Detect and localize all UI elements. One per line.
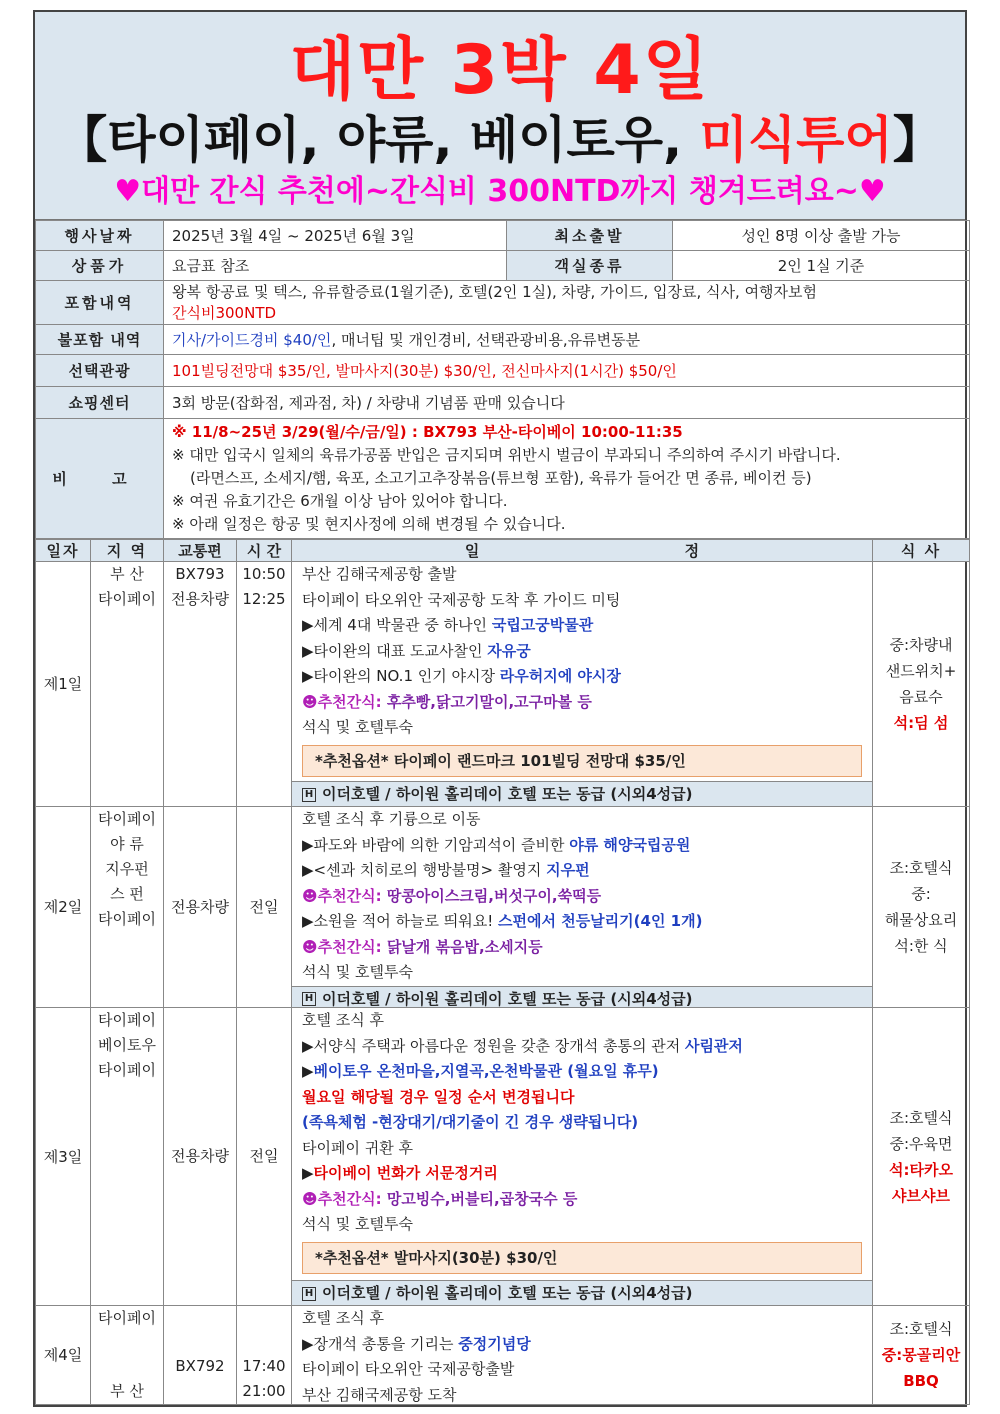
region: 부 산: [110, 1382, 144, 1400]
itinerary-text: ▶<센과 치히로의 행방불명> 촬영지: [302, 861, 547, 879]
day-label: 제2일: [36, 807, 91, 1008]
schedule-table: [35, 539, 970, 1405]
itinerary-text: ☻추천간식:: [302, 692, 387, 711]
excl-label: 불포함 내역: [36, 325, 164, 355]
hotel-line: [292, 1280, 872, 1305]
hotel-name: 이더호텔 / 하이원 홀리데이 호텔 또는 동급 (시외4성급): [322, 785, 693, 803]
meal: 샤브샤브: [892, 1186, 950, 1205]
time-cell: [237, 1306, 292, 1405]
itinerary-line: [292, 562, 872, 588]
region: 야 류: [110, 835, 144, 853]
itinerary-text: 사림관저: [684, 1036, 743, 1055]
region: 베이토우: [98, 1036, 156, 1054]
itinerary-text: ▶: [302, 1062, 314, 1080]
itinerary-line: [292, 1332, 872, 1358]
dates-label: 행사날짜: [36, 221, 164, 251]
itinerary-text: 망고빙수,버블티,곱창국수 등: [386, 1189, 578, 1208]
meal: 석:타카오: [889, 1160, 953, 1179]
itinerary-text: 야류 해양국립공원: [569, 835, 691, 854]
region: 타이페이: [98, 590, 156, 608]
main-title: 대만 3박 4일: [289, 31, 711, 110]
transport-cell: [164, 562, 237, 807]
meal: 중:차량내: [889, 636, 953, 654]
incl-value: [164, 281, 970, 325]
itinerary-line: [292, 1085, 872, 1111]
itinerary-text: 닭날개 볶음밥,소세지등: [386, 937, 543, 956]
itinerary-cell: [292, 1008, 873, 1306]
remarks-label: 비 고: [36, 419, 164, 539]
itinerary-line: [292, 960, 872, 986]
day-row: [36, 1008, 970, 1306]
tagline: ♥대만 간식 추천에~간식비 300NTD까지 챙겨드려요~♥: [114, 174, 886, 209]
remark-meat-examples: (라면스프, 소세지/햄, 육포, 소고기고추장볶음(튜브형 포함), 육류가 들어간 면 종류, 베이컨 등): [190, 469, 812, 487]
itinerary-line: [292, 1059, 872, 1085]
itinerary-line: [292, 690, 872, 716]
itinerary-text: 부산 김해국제공항 도착: [302, 1385, 457, 1404]
itinerary-text: ☻추천간식:: [302, 1189, 387, 1208]
itinerary-text: 타이페이 귀환 후: [302, 1138, 413, 1157]
region-cell: [91, 1008, 164, 1306]
subtitle: [35, 108, 965, 172]
transport: 전용차량: [171, 590, 229, 608]
subtitle-main: 【타이페이, 야류, 베이토우,: [57, 111, 700, 169]
itinerary-text: 후추빵,닭고기말이,고구마볼 등: [386, 692, 592, 711]
transport-cell: [164, 1008, 237, 1306]
region: 타이페이: [98, 1061, 156, 1079]
transport-cell: [164, 807, 237, 1008]
remark-flight: ※ 11/8~25년 3/29(월/수/금/일) : BX793 부산-타이베이 10:00-11:35: [172, 423, 683, 441]
itinerary-line: [292, 909, 872, 935]
itinerary-text: 호텔 조식 후 기륭으로 이동: [302, 810, 481, 828]
itinerary-line: [292, 1187, 872, 1213]
itinerary-text: 자유궁: [487, 641, 531, 660]
meal: 샌드위치+: [885, 662, 957, 680]
itinerary-text: ▶파도와 바람에 의한 기암괴석이 즐비한: [302, 835, 570, 854]
remark-schedule-change: ※ 아래 일정은 항공 및 현지사정에 의해 변경될 수 있습니다.: [172, 515, 566, 533]
itinerary-text: ▶세계 4대 박물관 중 하나인: [302, 616, 492, 634]
price-label: 상품가: [36, 251, 164, 281]
meal: 석:딤 섬: [893, 714, 949, 732]
time: 전일: [249, 897, 279, 916]
itinerary-text: 석식 및 호텔투숙: [302, 963, 413, 981]
excl-accent: 기사/가이드경비 $40/인: [172, 330, 332, 349]
itinerary-text: 베이토우 온천마을,지열곡,온천박물관 (월요일 휴무): [313, 1062, 659, 1080]
meal-cell: [873, 1008, 970, 1306]
incl-line1: 왕복 항공료 및 텍스, 유류할증료(1월기준), 호텔(2인 1실), 차량, 가이드, 입장료, 식사, 여행자보험: [172, 282, 818, 301]
region: 지우펀: [105, 860, 149, 878]
room-value: 2인 1실 기준: [673, 251, 970, 281]
subtitle-accent: 미식투어: [699, 111, 893, 169]
col-meal: 식 사: [873, 540, 970, 562]
itinerary-text: 스펀에서 천등날리기(4인 1개): [498, 912, 703, 930]
itinerary-text: 부산 김해국제공항 출발: [302, 565, 457, 583]
incl-line2: 간식비300NTD: [172, 303, 277, 322]
remark-meat-ban: ※ 대만 입국시 일체의 육류가공품 반입은 금지되며 위반시 벌금이 부과되니 주의하여 주시기 바랍니다.: [172, 446, 841, 464]
itinerary-text: 땅콩아이스크림,버섯구이,쑥떡등: [386, 886, 602, 905]
itinerary-line: [292, 935, 872, 961]
hotel-name: 이더호텔 / 하이원 홀리데이 호텔 또는 동급 (시외4성급): [322, 989, 693, 1008]
itinerary-text: 타이페이 타오위안 국제공항출발: [302, 1360, 515, 1378]
itinerary-text: ☻추천간식:: [302, 937, 387, 956]
itinerary-text: (족욕체험 -현장대기/대기줄이 긴 경우 생략됩니다): [302, 1113, 639, 1131]
itinerary-text: ▶장개석 총통을 기리는: [302, 1334, 459, 1353]
opt-value: 101빌딩전망대 $35/인, 발마사지(30분) $30/인, 전신마사지(1시간) $50/인: [164, 355, 970, 387]
itinerary-line: [292, 1110, 872, 1136]
itinerary-text: 국립고궁박물관: [491, 616, 594, 634]
region-cell: [91, 562, 164, 807]
col-region: 지 역: [91, 540, 164, 562]
itinerary-line: [292, 639, 872, 665]
time: 12:25: [242, 590, 286, 608]
itinerary-line: [292, 1383, 872, 1405]
meal: 조:호텔식: [889, 1320, 953, 1338]
itinerary-line: [292, 833, 872, 859]
region: 부 산: [110, 565, 144, 583]
transport: BX792: [175, 1357, 225, 1375]
meal: 조:호텔식: [889, 1108, 953, 1127]
col-time: 시 간: [237, 540, 292, 562]
meal: 중:우육면: [889, 1134, 953, 1153]
transport: 전용차량: [171, 1147, 229, 1165]
itinerary-line: [292, 858, 872, 884]
transport: BX793: [175, 565, 225, 583]
itinerary-line: [292, 1212, 872, 1238]
day-label: 제3일: [36, 1008, 91, 1306]
day-label: 제4일: [36, 1306, 91, 1405]
hotel-line: [292, 986, 872, 1008]
itinerary-line: [292, 807, 872, 833]
itinerary-line: [292, 1136, 872, 1162]
time: 17:40: [242, 1357, 286, 1375]
itinerary-text: 타이베이 번화가 서문정거리: [313, 1164, 498, 1182]
day-row: [36, 562, 970, 807]
itinerary-text: ▶서양식 주택과 아름다운 정원을 갖춘 장개석 총통의 관저: [302, 1036, 685, 1055]
meal: 조:호텔식: [889, 859, 953, 877]
itinerary-text: 중정기념당: [458, 1334, 531, 1353]
region-cell: [91, 1306, 164, 1405]
region: 타이페이: [98, 1011, 156, 1029]
remark-passport: ※ 여권 유효기간은 6개월 이상 남아 있어야 합니다.: [172, 492, 508, 510]
region: 타이페이: [98, 810, 156, 828]
itinerary-text: ☻추천간식:: [302, 886, 387, 905]
subtitle-end: 】: [892, 111, 943, 169]
col-day: 일자: [36, 540, 91, 562]
itinerary-cell: [292, 562, 873, 807]
time-cell: [237, 1008, 292, 1306]
time-cell: [237, 807, 292, 1008]
itinerary-line: [292, 1034, 872, 1060]
excl-rest: , 매너팁 및 개인경비, 선택관광비용,유류변동분: [331, 330, 641, 349]
itinerary-line: [292, 664, 872, 690]
meal-cell: [873, 562, 970, 807]
meal: 석:한 식: [894, 937, 948, 955]
hotel-icon: H: [302, 1287, 316, 1301]
itinerary-line: [292, 1008, 872, 1034]
itinerary-line: [292, 715, 872, 741]
hotel-line: [292, 781, 872, 806]
itinerary-text: ▶소원을 적어 하늘로 띄워요!: [302, 912, 499, 930]
itinerary-line: [292, 1306, 872, 1332]
time: 10:50: [242, 565, 286, 583]
meal: 해물상요리: [884, 911, 958, 929]
meal: 음료수: [899, 688, 943, 706]
region: 타이페이: [98, 1309, 156, 1327]
hotel-icon: H: [302, 788, 316, 802]
itinerary-text: 월요일 해당될 경우 일정 순서 변경됩니다: [302, 1087, 575, 1106]
recommended-option: *추천옵션* 발마사지(30분) $30/인: [302, 1242, 862, 1274]
info-table: [35, 220, 970, 539]
itinerary-text: ▶타이완의 NO.1 인기 야시장: [302, 667, 500, 685]
excl-value: [164, 325, 970, 355]
dates-value: 2025년 3월 4일 ~ 2025년 6월 3일: [164, 221, 507, 251]
itinerary-text: 지우펀: [546, 861, 590, 879]
itinerary-text: 석식 및 호텔투숙: [302, 1215, 413, 1233]
itinerary-text: ▶타이완의 대표 도교사찰인: [302, 641, 488, 660]
itinerary-line: [292, 884, 872, 910]
time: 전일: [249, 1147, 279, 1165]
itinerary-text: 호텔 조식 후: [302, 1309, 384, 1327]
opt-label: 선택관광: [36, 355, 164, 387]
meal-cell: [873, 807, 970, 1008]
region-cell: [91, 807, 164, 1008]
col-transport: 교통편: [164, 540, 237, 562]
itinerary-text: 타이페이 타오위안 국제공항 도착 후 가이드 미팅: [302, 590, 621, 609]
meal: 중:: [911, 885, 931, 903]
itinerary-text: 라우허지에 야시장: [499, 667, 621, 685]
meal: BBQ: [903, 1372, 939, 1390]
col-itinerary: 일 정: [292, 540, 873, 562]
itinerary-cell: [292, 1306, 873, 1405]
shop-label: 쇼핑센터: [36, 387, 164, 419]
room-label: 객실종류: [507, 251, 673, 281]
day-row: [36, 1306, 970, 1405]
time-cell: [237, 562, 292, 807]
price-value: 요금표 참조: [164, 251, 507, 281]
shop-value: 3회 방문(잡화점, 제과점, 차) / 차량내 기념품 판매 있습니다: [164, 387, 970, 419]
day-label: 제1일: [36, 562, 91, 807]
itinerary-text: 석식 및 호텔투숙: [302, 718, 413, 736]
hotel-icon: H: [302, 992, 316, 1006]
itinerary-cell: [292, 807, 873, 1008]
itinerary-line: [292, 1357, 872, 1383]
remarks: [164, 419, 970, 539]
title-banner: [35, 12, 965, 220]
itinerary-line: [292, 588, 872, 614]
region: 타이페이: [98, 910, 156, 928]
transport-cell: [164, 1306, 237, 1405]
time: 21:00: [242, 1382, 286, 1400]
transport: 전용차량: [171, 897, 229, 916]
itinerary-sheet: [33, 10, 967, 1407]
min-label: 최소출발: [507, 221, 673, 251]
itinerary-text: 호텔 조식 후: [302, 1011, 384, 1029]
itinerary-line: [292, 1161, 872, 1187]
day-row: [36, 807, 970, 1008]
region: 스 펀: [110, 885, 144, 903]
incl-label: 포함내역: [36, 281, 164, 325]
recommended-option: *추천옵션* 타이페이 랜드마크 101빌딩 전망대 $35/인: [302, 745, 862, 777]
hotel-name: 이더호텔 / 하이원 홀리데이 호텔 또는 동급 (시외4성급): [322, 1284, 693, 1302]
meal-cell: [873, 1306, 970, 1405]
itinerary-line: [292, 613, 872, 639]
itinerary-text: ▶: [302, 1164, 314, 1182]
meal: 중:몽골리안: [881, 1346, 961, 1364]
min-value: 성인 8명 이상 출발 가능: [673, 221, 970, 251]
